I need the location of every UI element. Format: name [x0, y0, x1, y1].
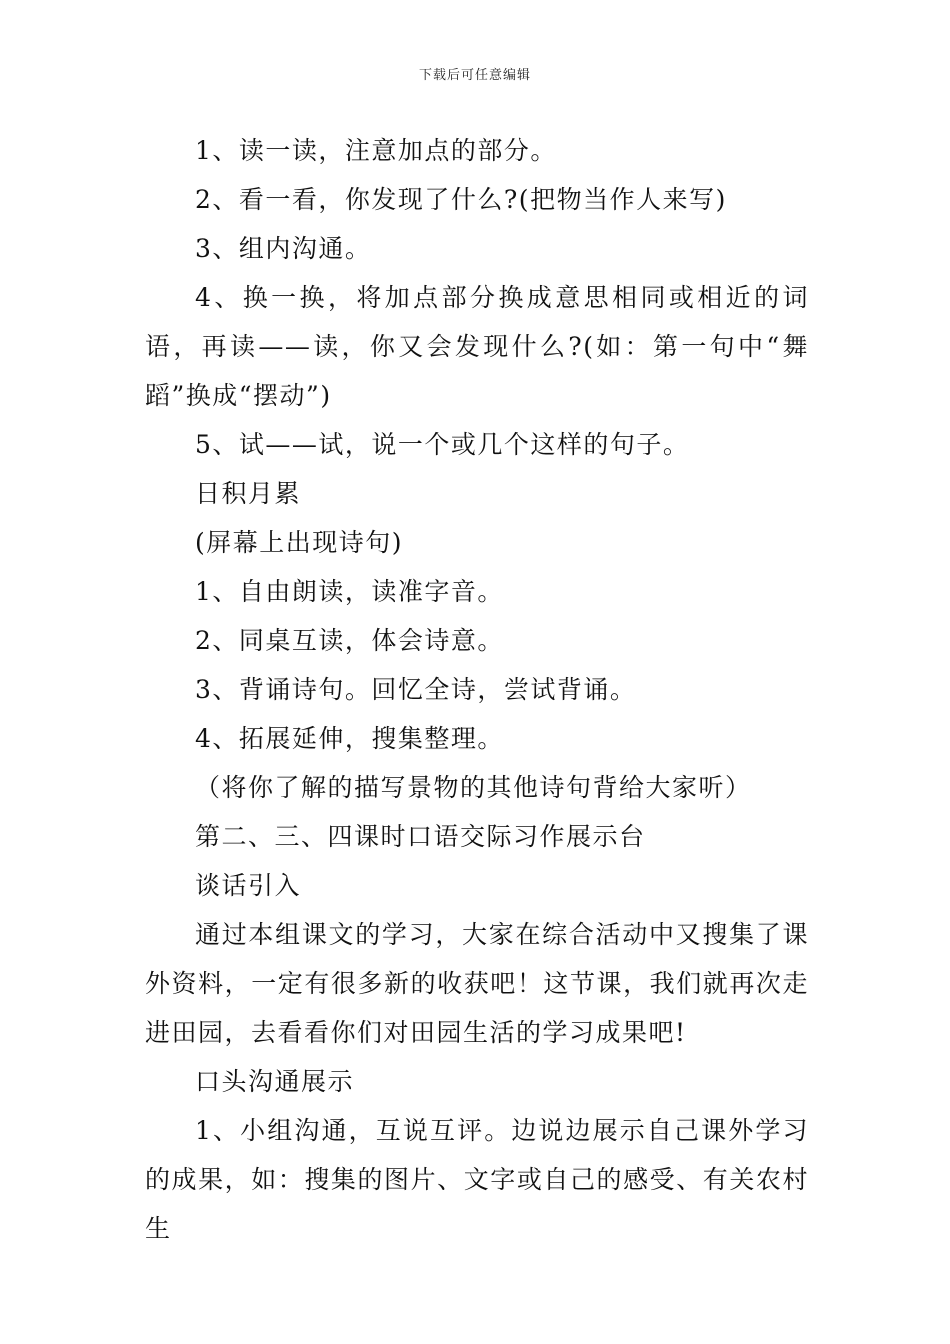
- paragraph-introduction-text: 通过本组课文的学习，大家在综合活动中又搜集了课外资料，一定有很多新的收获吧！这节课，我们就再次走进田园，去看看你们对田园生活的学习成果吧!: [145, 920, 809, 1047]
- paragraph-replace-words: 4、换一换，将加点部分换成意思相同或相近的词语，再读——读，你又会发现什么?(如：第一句中“舞蹈”换成“摆动”): [145, 283, 809, 410]
- paragraph-group-exchange: 1、小组沟通，互说互评。边说边展示自己课外学习的成果，如：搜集的图片、文字或自己的感受、有关农村生: [145, 1116, 809, 1243]
- paragraph-extend-collect: 4、拓展延伸，搜集整理。: [195, 724, 504, 753]
- paragraph-share-poems: （将你了解的描写景物的其他诗句背给大家听）: [195, 773, 752, 802]
- paragraph-poem-on-screen: (屏幕上出现诗句): [195, 528, 404, 557]
- paragraph-read-dotted-parts: 1、读一读，注意加点的部分。: [195, 136, 557, 165]
- paragraph-look-discover: 2、看一看，你发现了什么?(把物当作人来写): [195, 185, 727, 214]
- paragraph-free-reading: 1、自由朗读，读准字音。: [195, 577, 504, 606]
- section-heading-oral-presentation: 口头沟通展示: [195, 1067, 355, 1096]
- section-heading-lessons-2-4: 第二、三、四课时口语交际习作展示台: [195, 822, 646, 851]
- paragraph-group-discussion: 3、组内沟通。: [195, 234, 372, 263]
- paragraph-recite-poem: 3、背诵诗句。回忆全诗，尝试背诵。: [195, 675, 637, 704]
- paragraph-try-sentences: 5、试——试，说一个或几个这样的句子。: [195, 430, 690, 459]
- section-heading-daily-accumulation: 日积月累: [195, 479, 302, 508]
- page-header: 下载后可任意编辑: [418, 68, 531, 83]
- document-body: [145, 126, 809, 1253]
- section-heading-introduction: 谈话引入: [195, 871, 302, 900]
- paragraph-desk-mate-reading: 2、同桌互读，体会诗意。: [195, 626, 504, 655]
